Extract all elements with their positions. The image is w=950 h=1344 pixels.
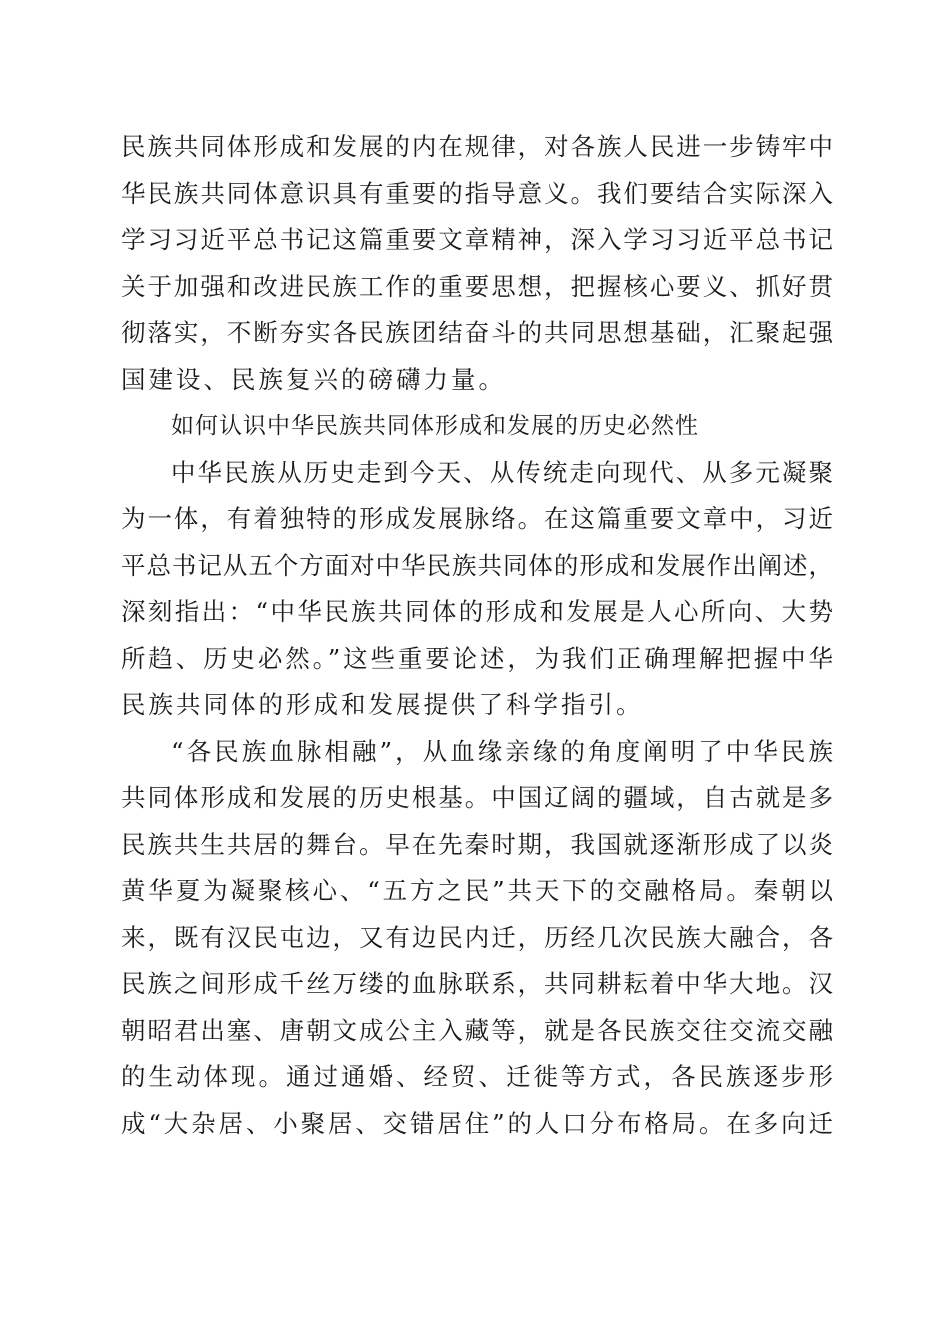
paragraph-3 xyxy=(121,729,833,1148)
text-line: 共同体形成和发展的历史根基。中国辽阔的疆域，自古就是多 xyxy=(121,783,833,812)
text-line: 国建设、民族复兴的磅礴力量。 xyxy=(121,364,506,394)
paragraph-2 xyxy=(121,450,833,729)
text-line: 平总书记从五个方面对中华民族共同体的形成和发展作出阐述， xyxy=(121,550,833,580)
text-line: 彻落实，不断夯实各民族团结奋斗的共同思想基础，汇聚起强 xyxy=(121,318,833,347)
text-line: 成“大杂居、小聚居、交错居住”的人口分布格局。在多向迁 xyxy=(121,1108,833,1138)
text-line: “各民族血脉相融”，从血缘亲缘的角度阐明了中华民族 xyxy=(171,736,833,766)
text-line: 所趋、历史必然。”这些重要论述，为我们正确理解把握中华 xyxy=(121,643,833,673)
text-line: 民族共生共居的舞台。早在先秦时期，我国就逐渐形成了以炎 xyxy=(121,829,833,859)
text-line: 为一体，有着独特的形成发展脉络。在这篇重要文章中，习近 xyxy=(121,504,833,533)
text-line: 朝昭君出塞、唐朝文成公主入藏等，就是各民族交往交流交融 xyxy=(121,1015,833,1045)
text-line: 来，既有汉民屯边，又有边民内迁，历经几次民族大融合，各 xyxy=(121,922,833,952)
text-line: 学习习近平总书记这篇重要文章精神，深入学习习近平总书记 xyxy=(121,225,833,254)
text-line: 中华民族从历史走到今天、从传统走向现代、从多元凝聚 xyxy=(171,457,833,487)
paragraph-1 xyxy=(121,124,833,403)
text-line: 关于加强和改进民族工作的重要思想，把握核心要义、抓好贯 xyxy=(121,271,833,301)
text-line: 的生动体现。通过通婚、经贸、迁徙等方式，各民族逐步形 xyxy=(121,1062,833,1091)
text-line: 民族共同体的形成和发展提供了科学指引。 xyxy=(121,690,644,719)
text-line: 民族之间形成千丝万缕的血脉联系，共同耕耘着中华大地。汉 xyxy=(121,969,833,998)
text-line: 黄华夏为凝聚核心、“五方之民”共天下的交融格局。秦朝以 xyxy=(121,876,833,905)
text-line: 民族共同体形成和发展的内在规律，对各族人民进一步铸牢中 xyxy=(121,132,833,161)
text-line: 华民族共同体意识具有重要的指导意义。我们要结合实际深入 xyxy=(121,178,833,208)
section-heading: 如何认识中华民族共同体形成和发展的历史必然性 xyxy=(171,413,699,439)
text-line: 深刻指出：“中华民族共同体的形成和发展是人心所向、大势 xyxy=(121,597,833,626)
article-body xyxy=(121,124,833,1147)
